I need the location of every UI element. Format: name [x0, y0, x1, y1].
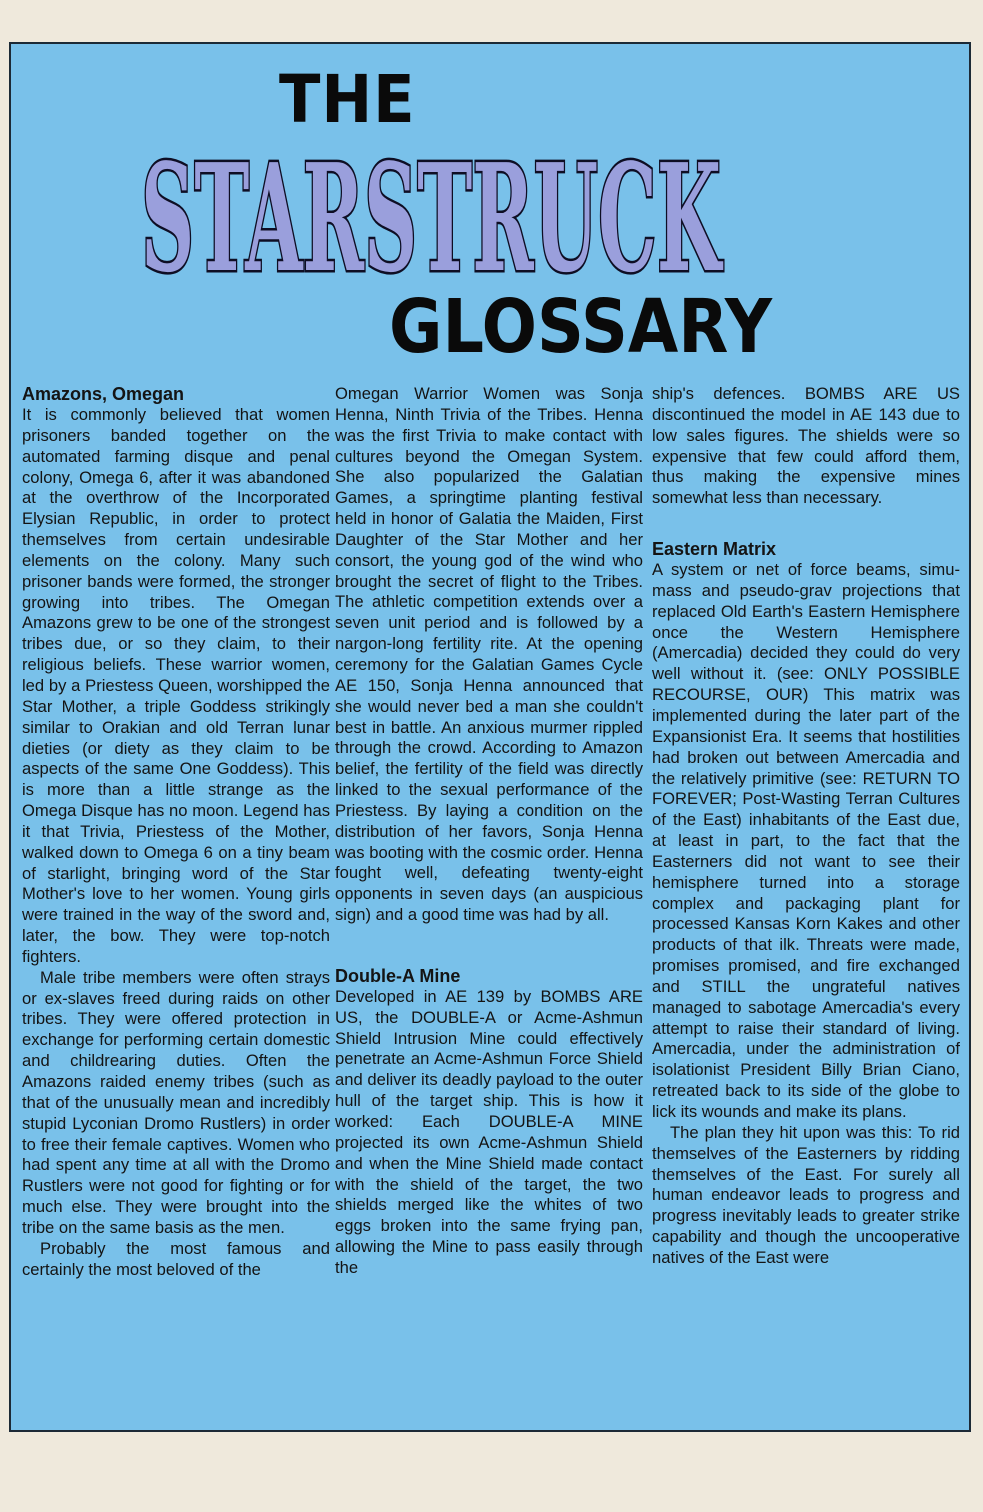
- entry-text: Omegan Warrior Women was Sonja Henna, Ninth Trivia of the Tribes. Henna was the first Trivia to make contact with cultures beyond the Omegan System. She also popularized the Galatian Games, a springtime planting festival held in honor of Galatia the Maiden, First Daughter of the Star Mother and her consort, the young god of the wind who brought the secret of flight to the Tribes. The athletic competition extends over a seven unit period and is followed by a nargon-long fertility rite. At the opening ceremony for the Galatian Games Cycle AE 150, Sonja Henna announced that she would never bed a man she couldn't best in battle. An anxious murmer rippled through the crowd. According to Amazon belief, the fertility of the field was directly linked to the sexual performance of the Priestess. By laying a condition on the distribution of her favors, Sonja Henna was booting with the cosmic order. Henna fought well, defeating twenty-eight opponents in seven days (an auspicious sign) and a good time was had by all.: [335, 384, 643, 925]
- title-the: THE: [279, 61, 416, 138]
- entry-text: Male tribe members were often strays or ex-slaves freed during raids on other tribes. They were offered protection in exchange for performing certain domestic and childrearing duties. Often the Amazons raided enemy tribes (such as that of the unusually mean and incredibly stupid Lyconian Dromo Rustlers) in order to free their female captives. Women who had spent any time at all with the Dromo Rustlers were not good for fighting or for much else. They were brought into the tribe on the same basis as the men.: [22, 967, 330, 1237]
- column-1: [22, 384, 330, 1420]
- spacer: [335, 926, 643, 966]
- entry-heading-double-a-mine: Double-A Mine: [335, 965, 461, 986]
- entry-heading-eastern-matrix: Eastern Matrix: [652, 539, 777, 560]
- entry-text: It is commonly believed that women prisoners banded together on the automated farming disque and penal colony, Omega 6, after it was abandoned at the overthrow of the Incorporated Elysian Republic, in order to protect themselves from certain undesirable elements on the colony. Many such prisoner bands were formed, the stronger growing into tribes. The Omegan Amazons grew to be one of the strongest tribes due, or so they claim, to their religious beliefs. These warrior women, led by a Priestess Queen, worshipped the Star Mother, a triple Goddess strikingly similar to Orakian and old Terran lunar dieties (or diety as they claim to be aspects of the same One Goddess). This is more than a little strange as the Omega Disque has no moon. Legend has it that Trivia, Priestess of the Mother, walked down to Omega 6 on a tiny beam of starlight, bringing word of the Star Mother's love to her women. Young girls were trained in the way of the sword and, later, the bow. They were top-notch fighters.: [22, 405, 330, 966]
- spacer: [652, 509, 960, 539]
- entry-text: A system or net of force beams, simu-mass and pseudo-grav projections that replaced Old Earth's Eastern Hemisphere once the Western Hemisphere (Amercadia) decided they could do very well without it. (see: ONLY POSSIBLE RECOURSE, OUR) This matrix was implemented during the later part of the Expansionist Era. It seems that hostilities had broken out between Amercadia and the relatively primitive (see: RETURN TO FOREVER; Post-Wasting Terran Cultures of the East) inhabitants of the East due, at least in part, to the fact that the Easterners did not want to see their hemisphere turned into a storage complex and packaging plant for processed Kansas Korn Kakes and other products of that ilk. Threats were made, promises promised, and fire exchanged and STILL the ungrateful natives managed to sabotage Amercadia's every attempt to raise their standard of living. Amercadia, under the administration of isolationist President Billy Brian Ciano, retreated back to its side of the globe to lick its wounds and make its plans.: [652, 560, 960, 1121]
- entry-text: ship's defences. BOMBS ARE US discontinued the model in AE 143 due to low sales figures. The shields were so expensive that few could afford them, thus making the expensive mines somewhat less than necessary.: [652, 384, 960, 508]
- entry-text: The plan they hit upon was this: To rid themselves of the Easterners by ridding themselves of the East. For surely all human endeavor leads to progress and progress inevitably leads to greater strike capability and though the uncooperative natives of the East were: [652, 1122, 960, 1267]
- title-glossary: GLOSSARY: [389, 284, 773, 370]
- glossary-panel: [9, 42, 971, 1432]
- column-3: [652, 384, 960, 1420]
- entry-text: Developed in AE 139 by BOMBS ARE US, the DOUBLE-A or Acme-Ashmun Shield Intrusion Mine could effectively penetrate an Acme-Ashmun Force Shield and deliver its deadly payload to the outer hull of the target ship. This is how it worked: Each DOUBLE-A MINE projected its own Acme-Ashmun Shield and when the Mine Shield made contact with the shield of the target, the two shields merged like the whites of two eggs broken into the same frying pan, allowing the Mine to pass easily through the: [335, 986, 643, 1277]
- entry-text: Probably the most famous and certainly the most beloved of the: [22, 1238, 330, 1279]
- entry-heading-amazons: Amazons, Omegan: [22, 384, 185, 404]
- column-2: [335, 384, 643, 1420]
- logo-title: STARSTRUCK: [141, 131, 724, 305]
